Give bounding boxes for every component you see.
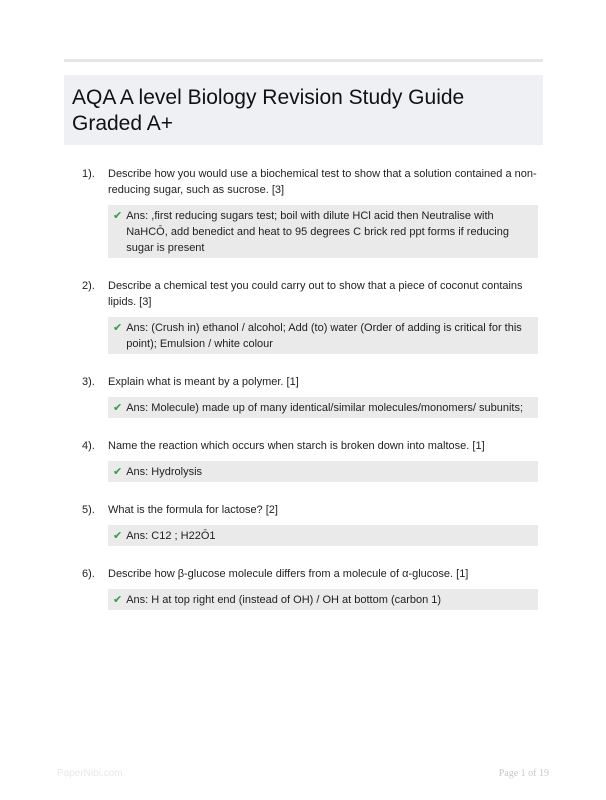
answer-box xyxy=(108,461,538,482)
question-text: Explain what is meant by a polymer. [1] xyxy=(108,376,299,388)
question-item xyxy=(82,374,538,418)
checkmark-icon: ✔ xyxy=(113,321,123,334)
question-item xyxy=(82,502,538,546)
question-text: Name the reaction which occurs when starch is broken down into maltose. [1] xyxy=(108,440,485,452)
question-text: What is the formula for lactose? [2] xyxy=(108,504,278,516)
answer-text: Ans: (Crush in) ethanol / alcohol; Add (to) water (Order of adding is critical for this point); Emulsion / white colour xyxy=(126,322,522,350)
answer-box xyxy=(108,317,538,354)
answer-box xyxy=(108,525,538,546)
checkmark-icon: ✔ xyxy=(113,593,123,606)
question-item xyxy=(82,278,538,354)
answer-text: Ans: Molecule) made up of many identical/similar molecules/monomers/ subunits; xyxy=(126,402,523,414)
title-banner xyxy=(64,75,543,145)
question-number: 4). xyxy=(82,440,95,452)
question-text: Describe a chemical test you could carry out to show that a piece of coconut contains lipids. [3] xyxy=(108,280,523,308)
question-number: 2). xyxy=(82,280,95,292)
checkmark-icon: ✔ xyxy=(113,529,123,542)
question-item xyxy=(82,438,538,482)
answer-text: Ans: C12 ; H22Ō1 xyxy=(126,530,216,542)
question-text: Describe how β-glucose molecule differs from a molecule of α-glucose. [1] xyxy=(108,568,469,580)
answer-box xyxy=(108,205,538,258)
question-number: 1). xyxy=(82,168,95,180)
top-divider xyxy=(64,59,543,62)
question-number: 6). xyxy=(82,568,95,580)
question-number: 3). xyxy=(82,376,95,388)
document-title: AQA A level Biology Revision Study Guide Graded A+ xyxy=(72,86,465,135)
answer-text: Ans: H at top right end (instead of OH) / OH at bottom (carbon 1) xyxy=(126,594,442,606)
question-item xyxy=(82,166,538,258)
page-number: Page 1 of 19 xyxy=(498,768,549,779)
question-list xyxy=(82,166,538,610)
answer-text: Ans: Hydrolysis xyxy=(126,466,203,478)
checkmark-icon: ✔ xyxy=(113,401,123,414)
answer-box xyxy=(108,589,538,610)
footer-site: PaperNibi.com xyxy=(57,768,123,779)
checkmark-icon: ✔ xyxy=(113,465,123,478)
question-item xyxy=(82,566,538,610)
checkmark-icon: ✔ xyxy=(113,209,123,222)
question-number: 5). xyxy=(82,504,95,516)
question-text: Describe how you would use a biochemical test to show that a solution contained a non-reducing sugar, such as sucrose. [3] xyxy=(108,168,537,196)
answer-box xyxy=(108,397,538,418)
answer-text: Ans: ,first reducing sugars test; boil with dilute HCl acid then Neutralise with NaHCŌ, add benedict and heat to 95 degrees C brick red ppt forms if reducing sugar is present xyxy=(126,210,509,254)
